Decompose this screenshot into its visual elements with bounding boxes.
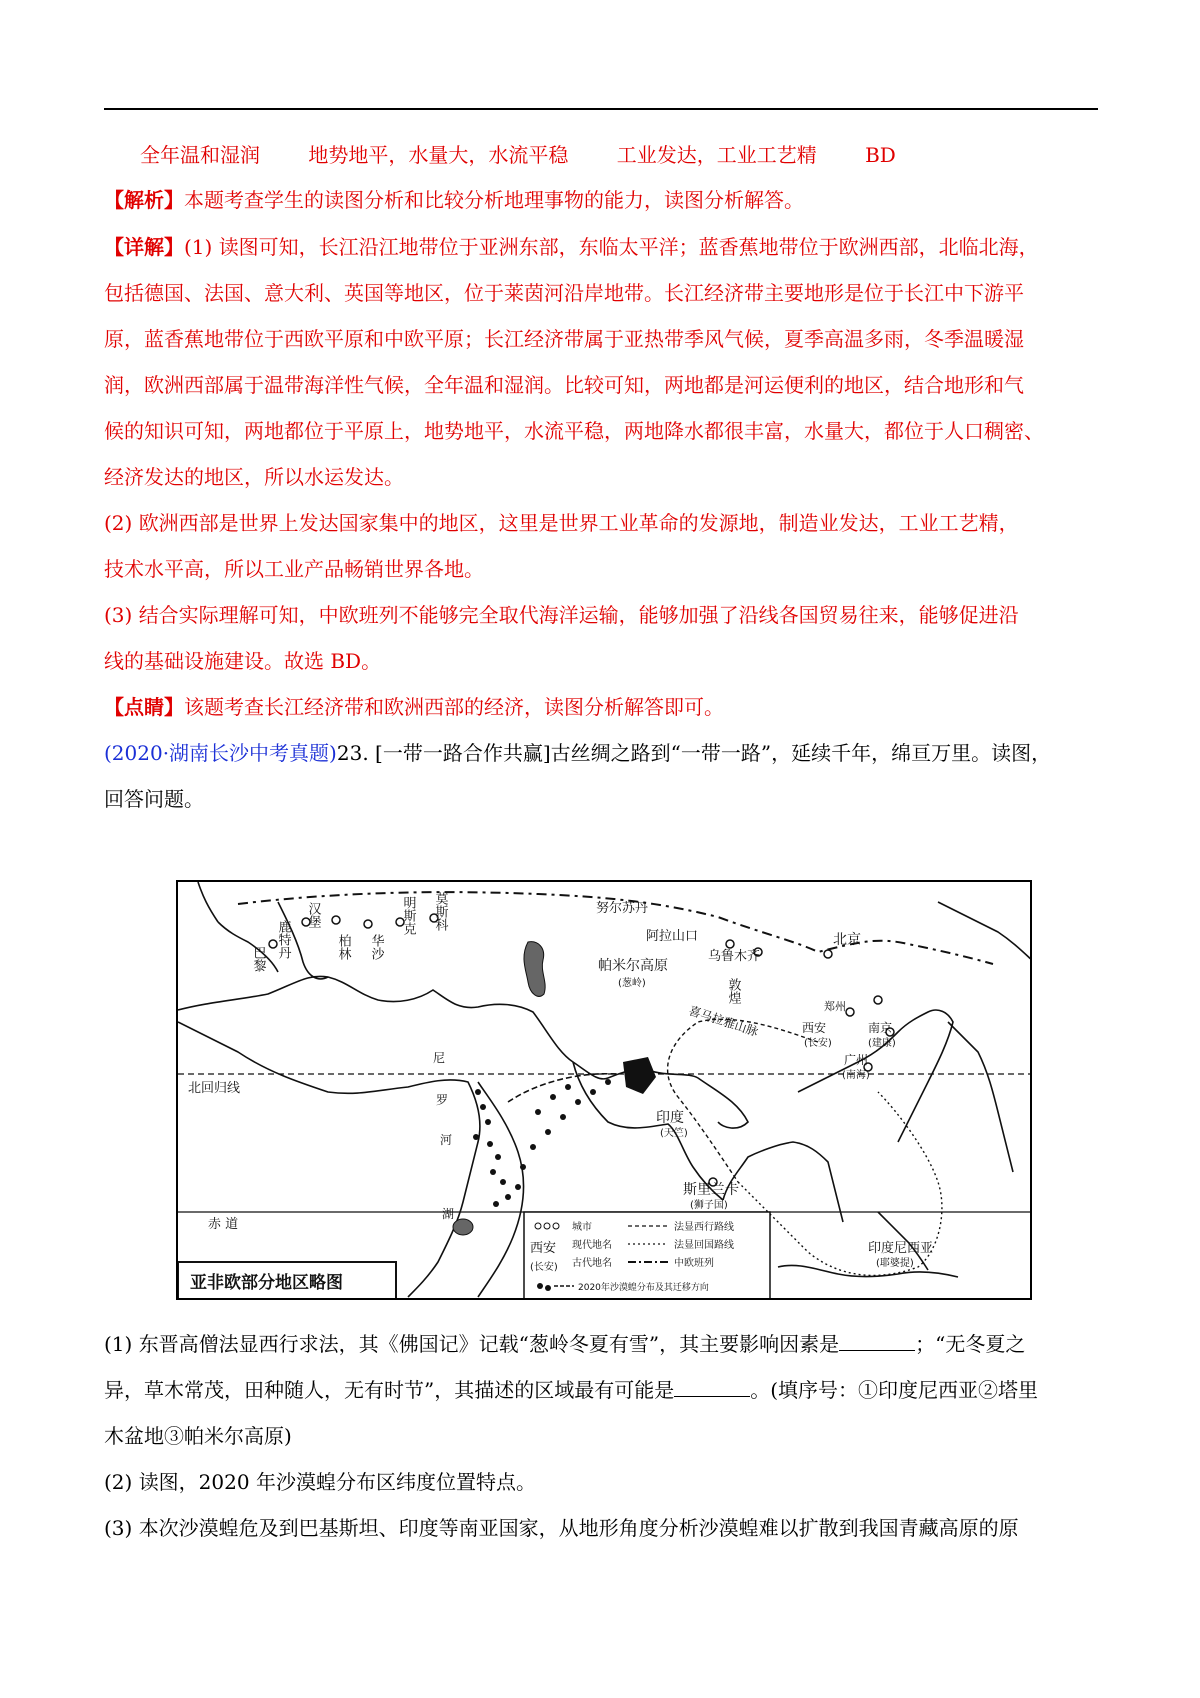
answer-1: 全年温和湿润	[140, 143, 260, 167]
label-india-old: (天竺)	[660, 1128, 688, 1139]
label-zhengzhou: 郑州	[824, 1000, 846, 1013]
label-berlin: 柏林	[335, 934, 351, 960]
q2-line: (2) 读图，2020 年沙漠蝗分布区纬度位置特点。	[104, 1470, 536, 1494]
label-beijing: 北京	[833, 932, 861, 948]
q3-line: (3) 本次沙漠蝗危及到巴基斯坦、印度等南亚国家，从地形角度分析沙漠蝗难以扩散到我国青藏高原的原	[104, 1516, 1019, 1540]
label-xian: 西安	[802, 1021, 827, 1035]
label-srilanka-old: (狮子国)	[690, 1200, 728, 1211]
label-warsaw: 华沙	[368, 934, 384, 960]
q1-line-3: 木盆地③帕米尔高原)	[104, 1424, 292, 1448]
answer-3: 工业发达，工业工艺精	[616, 143, 817, 167]
label-nile: 尼	[433, 1051, 446, 1065]
label-nanjing-old: (建康)	[868, 1038, 896, 1049]
legend-ancient: 古代地名	[572, 1258, 612, 1269]
label-nursultan: 努尔苏丹	[596, 901, 649, 916]
label-indonesia: 印度尼西亚	[868, 1241, 934, 1256]
label-hamburg: 汉堡	[305, 902, 321, 928]
detail-line-2: 包括德国、法国、意大利、英国等地区，位于莱茵河沿岸地带。长江经济带主要地形是位于长江中下游平	[104, 281, 1024, 305]
q1-line-1	[104, 1330, 1025, 1358]
detail-line-10: 线的基础设施建设。故选 BD。	[104, 649, 382, 673]
label-altai: 阿拉山口	[646, 929, 699, 944]
q1-text-d: 。(填序号：①印度尼西亚②塔里	[750, 1378, 1039, 1402]
label-lake: 湖	[442, 1207, 455, 1221]
detail-line-9: (3) 结合实际理解可知，中欧班列不能够完全取代海洋运输，能够加强了沿线各国贸易往来，能够促进沿	[104, 603, 1019, 627]
legend-modern: 现代地名	[572, 1240, 612, 1251]
answer-2: 地势地平，水量大，水流平稳	[308, 143, 569, 167]
question-line-2: 回答问题。	[104, 787, 204, 811]
label-minsk: 明斯克	[400, 896, 416, 935]
legend-route-back: 法显回国路线	[674, 1240, 734, 1251]
q1-text-c: 异，草木常茂，田种随人，无有时节”，其描述的区域最有可能是	[104, 1378, 675, 1402]
label-indonesia-old: (耶婆提)	[876, 1258, 914, 1269]
detail-line-3: 原，蓝香蕉地带位于西欧平原和中欧平原；长江经济带属于亚热带季风气候，夏季高温多雨，冬季温暖湿	[104, 327, 1024, 351]
map-title: 亚非欧部分地区略图	[190, 1273, 343, 1293]
comment-tag: 【点睛】	[104, 695, 184, 719]
label-nile-2: 罗	[436, 1093, 449, 1107]
label-xian-old: (长安)	[804, 1038, 832, 1049]
question-intro: 23. [一带一路合作共赢]古丝绸之路到“一带一路”，延续千年，绵亘万里。读图，	[336, 741, 1052, 765]
label-equator: 赤 道	[208, 1217, 239, 1232]
detail-line-8: 技术水平高，所以工业产品畅销世界各地。	[104, 557, 484, 581]
q1-text-a: (1) 东晋高僧法显西行求法，其《佛国记》记载“葱岭冬夏有雪”，其主要影响因素是	[104, 1332, 840, 1356]
legend-ancient-sample: (长安)	[530, 1262, 558, 1273]
label-dunhuang: 敦煌	[725, 978, 741, 1004]
q1-blank-2[interactable]	[674, 1376, 750, 1397]
detail-tag: 【详解】	[104, 235, 184, 259]
label-srilanka: 斯里兰卡	[683, 1182, 739, 1198]
detail-line-6: 经济发达的地区，所以水运发达。	[104, 465, 404, 489]
analysis-tag: 【解析】	[104, 188, 184, 212]
detail-line-5: 候的知识可知，两地都位于平原上，地势地平，水流平稳，两地降水都很丰富，水量大，都位于人口稠密、	[104, 419, 1044, 443]
top-rule	[104, 108, 1098, 110]
q1-line-2	[104, 1376, 1038, 1404]
label-pamir-old: (葱岭)	[618, 978, 646, 989]
label-pamir: 帕米尔高原	[598, 958, 668, 974]
map-legend	[524, 1212, 770, 1300]
label-guangzhou-old: (南海)	[842, 1070, 870, 1081]
label-india: 印度	[656, 1110, 684, 1126]
analysis-line	[104, 186, 804, 214]
label-tropic: 北回归线	[188, 1081, 241, 1096]
label-guangzhou: 广州	[844, 1053, 869, 1067]
q1-blank-1[interactable]	[839, 1330, 915, 1351]
detail-line-7: (2) 欧洲西部是世界上发达国家集中的地区，这里是世界工业革命的发源地，制造业发达，工业工艺精，	[104, 511, 1019, 535]
label-moscow: 莫斯科	[432, 892, 448, 931]
legend-locust: 2020年沙漠蝗分布及其迁移方向	[578, 1283, 709, 1293]
detail-line-4: 润，欧洲西部属于温带海洋性气候，全年温和湿润。比较可知，两地都是河运便利的地区，结合地形和气	[104, 373, 1024, 397]
label-nile-3: 河	[440, 1133, 453, 1147]
comment-text: 该题考查长江经济带和欧洲西部的经济，读图分析解答即可。	[184, 695, 724, 719]
answer-4: BD	[865, 143, 896, 167]
legend-city: 城市	[572, 1222, 592, 1233]
answer-line	[140, 141, 896, 169]
q1-text-b: ；“无冬夏之	[915, 1332, 1026, 1356]
detail-text-1: (1) 读图可知，长江沿江地带位于亚洲东部，东临太平洋；蓝香蕉地带位于欧洲西部，北临北海，	[184, 235, 1039, 259]
question-line-1	[104, 739, 1051, 767]
comment-line	[104, 693, 724, 721]
map-svg	[178, 882, 1032, 1300]
map-figure	[176, 880, 1032, 1300]
label-himalaya: 喜马拉雅山脉	[687, 1003, 760, 1040]
legend-rail: 中欧班列	[674, 1258, 714, 1269]
legend-route-out: 法显西行路线	[674, 1222, 734, 1233]
analysis-text: 本题考查学生的读图分析和比较分析地理事物的能力，读图分析解答。	[184, 188, 804, 212]
question-source: (2020·湖南长沙中考真题)	[104, 741, 337, 765]
label-nanjing: 南京	[868, 1021, 893, 1035]
legend-modern-sample: 西安	[530, 1241, 557, 1256]
label-paris: 巴黎	[250, 946, 266, 972]
label-urumqi: 乌鲁木齐	[708, 949, 761, 964]
label-rotterdam: 鹿特丹	[275, 920, 291, 959]
detail-line-1	[104, 233, 1039, 261]
